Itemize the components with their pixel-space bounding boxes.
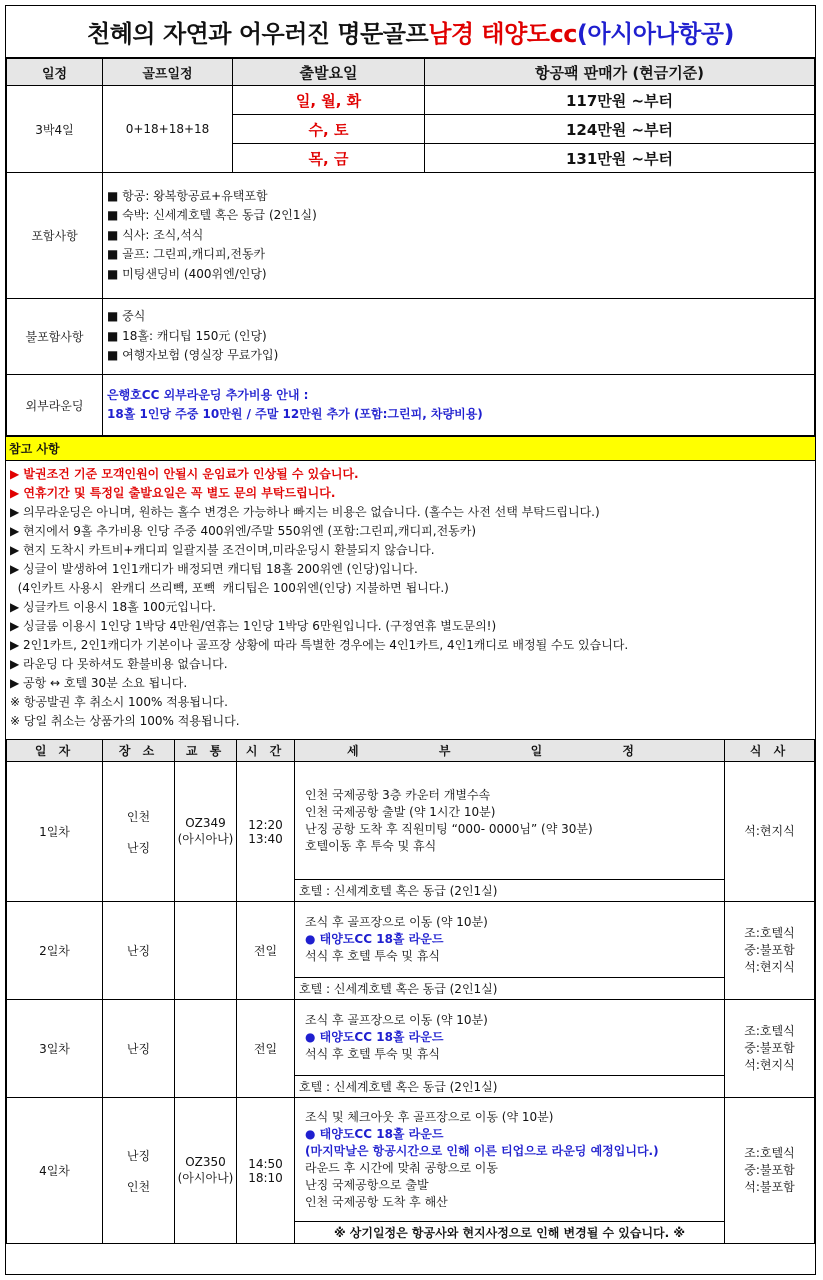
day-places: [103, 762, 175, 902]
product-sheet: [5, 5, 816, 1275]
reference-note-red: ▶ 발권조건 기준 모객인원이 안될시 운임료가 인상될 수 있습니다.: [10, 467, 359, 481]
day-schedule: [295, 1098, 725, 1222]
title-part1: 천혜의 자연과 어우러진 명문골프: [87, 20, 429, 48]
header-transport: 교 통: [175, 740, 237, 762]
depart-days-3: 목, 금: [233, 144, 425, 173]
depart-days-1: 일, 월, 화: [233, 86, 425, 115]
price-3: 131만원 ~부터: [425, 144, 815, 173]
airline: (아시아나): [177, 832, 234, 846]
day-transport: [175, 1000, 237, 1098]
reference-note: ※ 항공발권 후 취소시 100% 적용됩니다.: [10, 695, 228, 709]
meal: 중:불포함: [744, 1163, 795, 1177]
schedule-line: 난징 공항 도착 후 직원미팅 “000- 0000님” (약 30분): [305, 821, 593, 836]
day-transport: [175, 762, 237, 902]
day-transport: [175, 902, 237, 1000]
time: 12:20: [248, 817, 283, 832]
time: 18:10: [248, 1170, 283, 1185]
day-meals: [725, 1098, 815, 1244]
place: 난징: [126, 1148, 151, 1163]
meal: 조:호텔식: [744, 1146, 795, 1160]
external-label: 외부라운딩: [7, 375, 103, 436]
external-line1: 은행호CC 외부라운딩 추가비용 안내 :: [107, 388, 309, 402]
title-course-name: 남경 태양도cc: [428, 20, 577, 48]
schedule-line: (마지막날은 항공시간으로 인해 이른 티업으로 라운딩 예정입니다.): [305, 1143, 659, 1158]
schedule-line: 인천 국제공항 3층 카운터 개별수속: [305, 787, 491, 802]
excluded-item: ■ 18홀: 캐디팁 150元 (인당): [107, 328, 267, 343]
meal: 조:호텔식: [744, 926, 795, 940]
meal: 중:불포함: [744, 1041, 795, 1055]
header-duration: 일정: [7, 59, 103, 86]
place: 인천: [126, 809, 151, 824]
day-transport: [175, 1098, 237, 1244]
reference-note: ▶ 공항 ↔ 호텔 30분 소요 됩니다.: [10, 676, 188, 690]
meal: 조:호텔식: [744, 1024, 795, 1038]
schedule-line: 난징 국제공항으로 출발: [305, 1177, 429, 1192]
hotel-info: 호텔 : 신세계호텔 혹은 동급 (2인1실): [295, 880, 725, 902]
page-title: [6, 6, 815, 58]
excluded-label: 불포함사항: [7, 299, 103, 375]
place: 난징: [126, 1042, 151, 1056]
header-place: 장 소: [103, 740, 175, 762]
time: 전일: [253, 944, 278, 958]
reference-note: ▶ 싱글룸 이용시 1인당 1박당 4만원/연휴는 1인당 1박당 6만원입니다. (구정연휴 별도문의!): [10, 619, 497, 633]
summary-table: [6, 58, 815, 436]
included-item: ■ 항공: 왕복항공료+유택포함: [107, 188, 268, 203]
day-label: 4일차: [7, 1098, 103, 1244]
schedule-line: 조식 및 체크아웃 후 골프장으로 이동 (약 10분): [305, 1109, 554, 1124]
header-time: 시 간: [237, 740, 295, 762]
day-times: [237, 1000, 295, 1098]
reference-note: ※ 당일 취소는 상품가의 100% 적용됩니다.: [10, 714, 240, 728]
flight-number: OZ349: [185, 816, 226, 830]
header-depart-days: 출발요일: [233, 59, 425, 86]
included-item: ■ 골프: 그린피,캐디피,전동카: [107, 247, 266, 262]
day-meals: [725, 762, 815, 902]
reference-note: ▶ 라운딩 다 못하셔도 환불비용 없습니다.: [10, 657, 228, 671]
day-schedule: [295, 902, 725, 978]
reference-note: ▶ 2인1카트, 2인1캐디가 기본이나 골프장 상황에 따라 특별한 경우에는 4인1카트, 4인1캐디로 배정될 수도 있습니다.: [10, 638, 629, 652]
hotel-info: 호텔 : 신세계호텔 혹은 동급 (2인1실): [295, 1076, 725, 1098]
schedule-line: 라운드 후 시간에 맞춰 공항으로 이동: [305, 1160, 498, 1175]
day-times: [237, 762, 295, 902]
meal: 중:불포함: [744, 943, 795, 957]
reference-note: ▶ 현지에서 9홀 추가비용 인당 주중 400위엔/주말 550위엔 (포함:그린피,캐디피,전동카): [10, 524, 477, 538]
day-label: 2일차: [7, 902, 103, 1000]
time: 14:50: [248, 1156, 283, 1171]
excluded-item: ■ 여행자보험 (영실장 무료가입): [107, 348, 279, 363]
schedule-line: 인천 국제공항 도착 후 해산: [305, 1194, 448, 1209]
included-label: 포함사항: [7, 173, 103, 299]
header-schedule: 세 부 일 정: [295, 740, 725, 762]
day-places: [103, 1000, 175, 1098]
day-label: 1일차: [7, 762, 103, 902]
itinerary-table: [6, 739, 815, 1244]
included-item: ■ 미팅샌딩비 (400위엔/인당): [107, 266, 267, 281]
day-meals: [725, 902, 815, 1000]
header-day: 일 자: [7, 740, 103, 762]
schedule-line: 호텔이동 후 투숙 및 휴식: [305, 838, 437, 853]
day-meals: [725, 1000, 815, 1098]
reference-note: ▶ 현지 도착시 카트비+캐디피 일괄지불 조건이며,미라운딩시 환불되지 않습니다.: [10, 543, 435, 557]
schedule-line: ● 태양도CC 18홀 라운드: [305, 1126, 444, 1141]
schedule-line: 조식 후 골프장으로 이동 (약 10분): [305, 915, 488, 929]
reference-note: ▶ 싱글이 발생하여 1인1캐디가 배정되면 캐디팁 18홀 200위엔 (인당)입니다.: [10, 562, 418, 576]
reference-note: ▶ 의무라운딩은 아니며, 원하는 홀수 변경은 가능하나 빠지는 비용은 없습니다. (홀수는 사전 선택 부탁드립니다.): [10, 505, 600, 519]
schedule-change-notice: ※ 상기일정은 항공사와 현지사정으로 인해 변경될 수 있습니다. ※: [295, 1222, 725, 1244]
schedule-line: ● 태양도CC 18홀 라운드: [305, 932, 444, 946]
schedule-line: ● 태양도CC 18홀 라운드: [305, 1030, 444, 1044]
header-price: 항공팩 판매가 (현금기준): [425, 59, 815, 86]
header-golf: 골프일정: [103, 59, 233, 86]
day-times: [237, 1098, 295, 1244]
schedule-line: 석식 후 호텔 투숙 및 휴식: [305, 1047, 440, 1061]
included-list: [103, 173, 815, 299]
excluded-list: [103, 299, 815, 375]
price-2: 124만원 ~부터: [425, 115, 815, 144]
header-meals: 식 사: [725, 740, 815, 762]
reference-notes: [6, 461, 815, 739]
day-times: [237, 902, 295, 1000]
external-info: [103, 375, 815, 436]
golf-value: 0+18+18+18: [103, 86, 233, 173]
schedule-line: 조식 후 골프장으로 이동 (약 10분): [305, 1013, 488, 1027]
schedule-line: 석식 후 호텔 투숙 및 휴식: [305, 949, 440, 963]
airline: (아시아나): [177, 1171, 234, 1185]
day-places: [103, 1098, 175, 1244]
place: 난징: [126, 840, 151, 855]
place: 인천: [126, 1179, 151, 1194]
meal: 석:불포함: [744, 1180, 795, 1194]
time: 전일: [253, 1042, 278, 1056]
hotel-info: 호텔 : 신세계호텔 혹은 동급 (2인1실): [295, 978, 725, 1000]
meal: 석:현지식: [744, 1058, 795, 1072]
reference-note-red: ▶ 연휴기간 및 특정일 출발요일은 꼭 별도 문의 부탁드립니다.: [10, 486, 336, 500]
price-1: 117만원 ~부터: [425, 86, 815, 115]
external-line2: 18홀 1인당 주중 10만원 / 주말 12만원 추가 (포함:그린피, 차량비용): [107, 407, 483, 421]
day-schedule: [295, 1000, 725, 1076]
place: 난징: [126, 944, 151, 958]
reference-heading: 참고 사항: [6, 436, 815, 461]
included-item: ■ 식사: 조식,석식: [107, 227, 204, 242]
flight-number: OZ350: [185, 1155, 226, 1169]
duration-value: 3박4일: [7, 86, 103, 173]
day-places: [103, 902, 175, 1000]
meal: 석:현지식: [744, 960, 795, 974]
included-item: ■ 숙박: 신세계호텔 혹은 동급 (2인1실): [107, 208, 317, 223]
schedule-line: 인천 국제공항 출발 (약 1시간 10분): [305, 804, 496, 819]
title-airline: (아시아나항공): [576, 20, 734, 48]
meal: 석:현지식: [744, 824, 795, 838]
day-schedule: [295, 762, 725, 880]
reference-note: ▶ 싱글카트 이용시 18홀 100元입니다.: [10, 600, 216, 614]
excluded-item: ■ 중식: [107, 309, 146, 324]
day-label: 3일차: [7, 1000, 103, 1098]
reference-note: (4인카트 사용시 완캐디 쓰리빽, 포빽 캐디팁은 100위엔(인당) 지불하면 됩니다.): [10, 581, 449, 595]
time: 13:40: [248, 831, 283, 846]
depart-days-2: 수, 토: [233, 115, 425, 144]
